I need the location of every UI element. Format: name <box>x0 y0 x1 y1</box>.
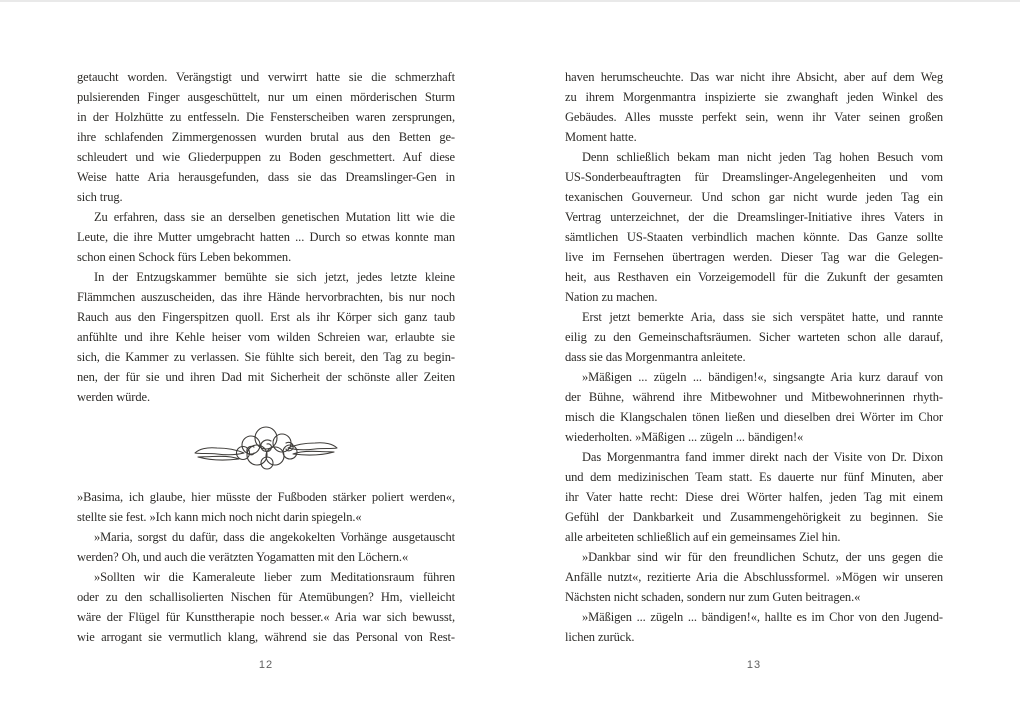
text-line: alle arbeiteten schließlich auf ein gemeinsames Ziel hin. <box>565 530 841 544</box>
paragraph <box>565 447 943 547</box>
paragraph <box>77 567 455 647</box>
text-line: stellte sie fest. »Ich kann mich noch nicht darin spiegeln.« <box>77 510 362 524</box>
text-line: »Mäßigen ... zügeln ... bändigen!«, hallte es im Chor von den Jugend- <box>582 610 943 624</box>
text-line: Vertrag unterzeichnet, der die Dreamslinger-Initiative ihres Vaters in <box>565 210 943 224</box>
text-line: texanischen Gouverneur. Und schon gar nicht wurde jeden Tag ein <box>565 190 943 204</box>
text-line: »Maria, sorgst du dafür, dass die angekokelten Vorhänge ausgetauscht <box>94 530 455 544</box>
text-line: sich, die Kammer zu verlassen. Sie fühlte sich bereit, den Tag zu begin- <box>77 350 455 364</box>
text-line: wie arrogant sie vermutlich klang, während sie das Personal von Rest- <box>77 630 455 644</box>
page-right-text <box>565 67 943 647</box>
text-line: haven herumscheuchte. Das war nicht ihre Absicht, aber auf dem Weg <box>565 70 943 84</box>
text-line: US-Sonderbeauftragten für Dreamslinger-Angelegenheiten und vom <box>565 170 943 184</box>
text-line: Zu erfahren, dass sie an derselben genetischen Mutation litt wie die <box>94 210 455 224</box>
text-line: eilig zu den Gemeinschaftsräumen. Sicher warteten schon alle darauf, <box>565 330 943 344</box>
text-line: Weise hatte Aria herausgefunden, dass sie das Dreamslinger-Gen in <box>77 170 455 184</box>
paragraph <box>565 367 943 447</box>
text-line: Flämmchen auszuscheiden, das ihre Hände hervorbrachten, bis nur noch <box>77 290 455 304</box>
text-line: ihre schlafenden Zimmergenossen wurden brutal aus den Betten ge- <box>77 130 455 144</box>
text-line: Leute, die ihre Mutter umgebracht hatten ... Durch so etwas konnte man <box>77 230 455 244</box>
text-line: werden würde. <box>77 390 150 404</box>
text-line: dass sie das Morgenmantra anleitete. <box>565 350 746 364</box>
text-line: In der Entzugskammer bemühte sie sich jetzt, jedes letzte kleine <box>94 270 455 284</box>
text-line: pulsierenden Finger ausgeschüttelt, nur um einen mörderischen Sturm <box>77 90 455 104</box>
text-line: Erst jetzt bemerkte Aria, dass sie sich verspätet hatte, und rannte <box>582 310 943 324</box>
text-line: oder zu den schallisolierten Nischen für Atemübungen? Hm, vielleicht <box>77 590 455 604</box>
text-line: nen, der für sie und ihren Dad mit Sicherheit der schönste aller Zeiten <box>77 370 455 384</box>
text-line: Rauch aus den Fingerspitzen quoll. Erst als ihr Körper sich ganz taub <box>77 310 455 324</box>
page-number-left: 12 <box>258 659 274 671</box>
text-line: schon einen Schock fürs Leben bekommen. <box>77 250 292 264</box>
text-line: wiederholten. »Mäßigen ... zügeln ... bändigen!« <box>565 430 804 444</box>
paragraph <box>565 147 943 307</box>
paragraph <box>77 487 455 527</box>
text-line: »Sollten wir die Kameraleute lieber zum Meditationsraum führen <box>94 570 455 584</box>
paragraph <box>77 527 455 567</box>
text-line: »Basima, ich glaube, hier müsste der Fußboden stärker poliert werden«, <box>77 490 455 504</box>
text-line: Gebäudes. Alles musste perfekt sein, wenn ihr Vater seinen großen <box>565 110 943 124</box>
text-line: der Bühne, während ihre Mitbewohner und Mitbewohnerinnen rhyth- <box>565 390 943 404</box>
text-line: in der Holzhütte zu entfesseln. Die Fensterscheiben waren zersprungen, <box>77 110 455 124</box>
text-line: zu ihrem Morgenmantra inspizierte sie zwanghaft jeden Winkel des <box>565 90 943 104</box>
text-line: »Dankbar sind wir für den freundlichen Schutz, der uns gegen die <box>582 550 943 564</box>
paragraph <box>565 307 943 367</box>
text-line: schleudert und wie Gliederpuppen zu Boden geschmettert. Auf diese <box>77 150 455 164</box>
text-line: »Mäßigen ... zügeln ... bändigen!«, singsangte Aria kurz darauf von <box>582 370 943 384</box>
text-line: Das Morgenmantra fand immer direkt nach der Visite von Dr. Dixon <box>582 450 943 464</box>
paragraph <box>565 547 943 607</box>
text-line: Denn schließlich bekam man nicht jeden Tag hohen Besuch vom <box>582 150 943 164</box>
text-line: wäre der Flügel für Kunsttherapie noch besser.« Aria war sich bewusst, <box>77 610 455 624</box>
paragraph <box>565 67 943 147</box>
text-line: misch die Klangschalen tönen ließen und dieselben drei Wörter im Chor <box>565 410 943 424</box>
cloud-ornament-icon <box>191 423 341 471</box>
text-line: sich trug. <box>77 190 123 204</box>
text-line: live im Fernsehen übertragen werden. Dieser Tag war die Gelegen- <box>565 250 943 264</box>
text-line: Gefühl der Dankbarkeit und Zusammengehörigkeit zu beginnen. Sie <box>565 510 943 524</box>
text-line: Nation zu machen. <box>565 290 658 304</box>
page-number-right: 13 <box>746 659 762 671</box>
text-line: anfühlte und ihre Kehle heiser vom wilden Schreien war, erlaubte sie <box>77 330 455 344</box>
screenshot-top-edge <box>0 0 1020 2</box>
paragraph <box>565 607 943 647</box>
text-line: ihr Vater hatte recht: Diese drei Wörter halfen, jeden Tag mit einem <box>565 490 943 504</box>
text-line: heit, aus Resthaven ein Vorzeigemodell für die Zukunft der gesamten <box>565 270 943 284</box>
text-line: lichen zurück. <box>565 630 635 644</box>
paragraph <box>77 267 455 407</box>
paragraph <box>77 67 455 207</box>
text-line: getaucht worden. Verängstigt und verwirrt hatte sie die schmerzhaft <box>77 70 455 84</box>
text-line: Anfälle nutzt«, rezitierte Aria die Abschlussformel. »Mögen wir unseren <box>565 570 943 584</box>
winged-cloud-ornament <box>77 407 455 487</box>
text-line: werden? Oh, und auch die verätzten Yogamatten mit den Löchern.« <box>77 550 409 564</box>
text-line: Nächsten nicht schaden, sondern nur zum Guten beitragen.« <box>565 590 861 604</box>
text-line: sämtlichen US-Staaten verbindlich machen könnte. Das Ganze sollte <box>565 230 943 244</box>
paragraph <box>77 207 455 267</box>
text-line: und dem medizinischen Team statt. Es dauerte nur fünf Minuten, aber <box>565 470 943 484</box>
text-line: Moment hatte. <box>565 130 637 144</box>
page-left-text <box>77 67 455 647</box>
